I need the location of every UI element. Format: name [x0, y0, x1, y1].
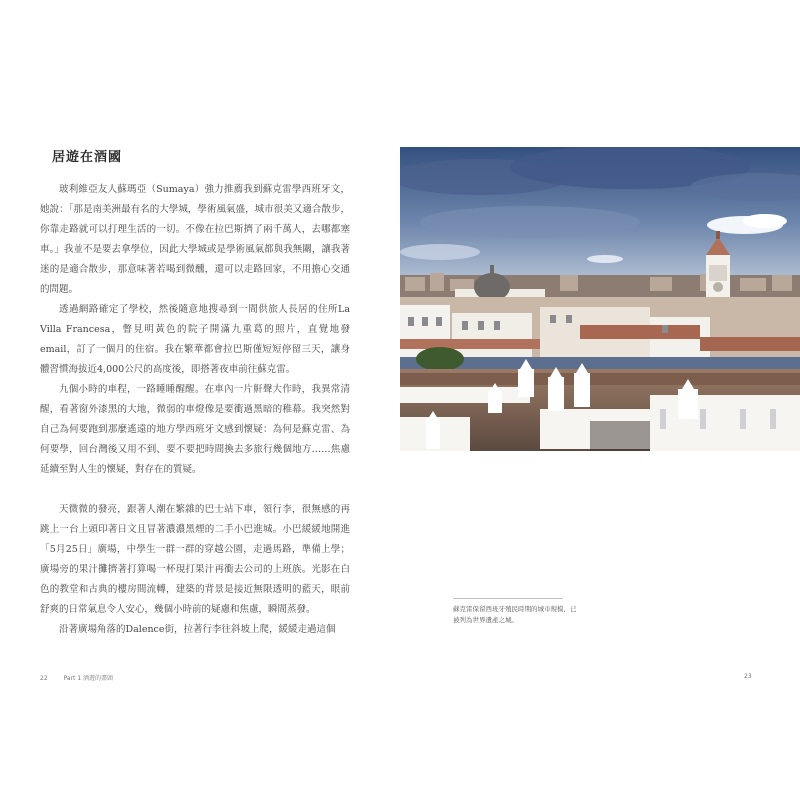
left-folio: [40, 673, 113, 682]
paragraph: 九個小時的車程，一路睡睡醒醒。在車內一片鼾聲大作時，我異常清醒，看著窗外漆黑的大地，微弱的車燈像是要衝過黑暗的稚幕。我突然對自己為何要跑到那麼遙遠的地方學西班牙文感到懷疑：為何是蘇克雷、為何要學，回台灣後又用不到、要不要把時間換去多旅行幾個地方……焦慮延續至對人生的懷疑，對存在的質疑。: [40, 384, 350, 475]
running-head: Part 1 酒遊的盡頭: [63, 675, 114, 682]
paragraph: 玻利維亞友人蘇瑪亞（Sumaya）強力推薦我到蘇克雷學西班牙文，她說：「那是南美洲最有名的大學城，學術風氣盛，城市很美又適合散步，你靠走路就可以打理生活的一切。不像在拉巴斯擠了兩千萬人，去哪都塞車。」我並不是要去拿學位，因此大學城或是學術風氣都與我無關，讓我著迷的是適合散步，那意味著若喝到微醺，還可以走路回家，不用擔心交通的問題。: [40, 184, 350, 295]
caption-divider: [453, 598, 563, 599]
right-page-number: 23: [744, 673, 752, 680]
paragraph: 天微微的發亮，跟著人潮在繁雜的巴士站下車，領行李，很無感的再跳上一台上頭印著日文且冒著濃濃黑煙的二手小巴進城。小巴緩緩地開進「5月25日」廣場，中學生一群一群的穿越公園，走過馬路，準備上學；廣場旁的果汁攤擠著打算喝一杯現打果汁再衝去公司的上班族。光影在白色的教堂和古典的樓房間流轉，建築的背景是接近無限透明的藍天，眼前舒爽的日常氣息令人安心，幾個小時前的疑慮和焦慮，瞬間蒸發。: [40, 504, 350, 615]
body-text-column: [40, 180, 350, 640]
paragraph: 沿著廣場角落的Dalence街，拉著行李往斜坡上爬，緩緩走過這個: [59, 624, 336, 635]
city-photo-illustration: [400, 147, 800, 451]
photo-caption: 蘇克雷保留西班牙殖民時期的城市規模，已被列為世界遺產之城。: [453, 605, 577, 624]
city-photo: [400, 147, 800, 451]
left-page-number: 22: [40, 675, 48, 682]
section-title: 居遊在酒國: [52, 150, 123, 165]
paragraph: 透過網路確定了學校，然後隨意地搜尋到一間供旅人長居的住所La Villa Francesa，瞥見明黃色的院子開滿九重葛的照片，直覺地發email，訂了一個月的住宿。我在繁華都會拉巴斯僅短短停留三天，讓身體習慣海拔近4,000公尺的高度後，即搭著夜車前往蘇克雷。: [40, 304, 350, 375]
